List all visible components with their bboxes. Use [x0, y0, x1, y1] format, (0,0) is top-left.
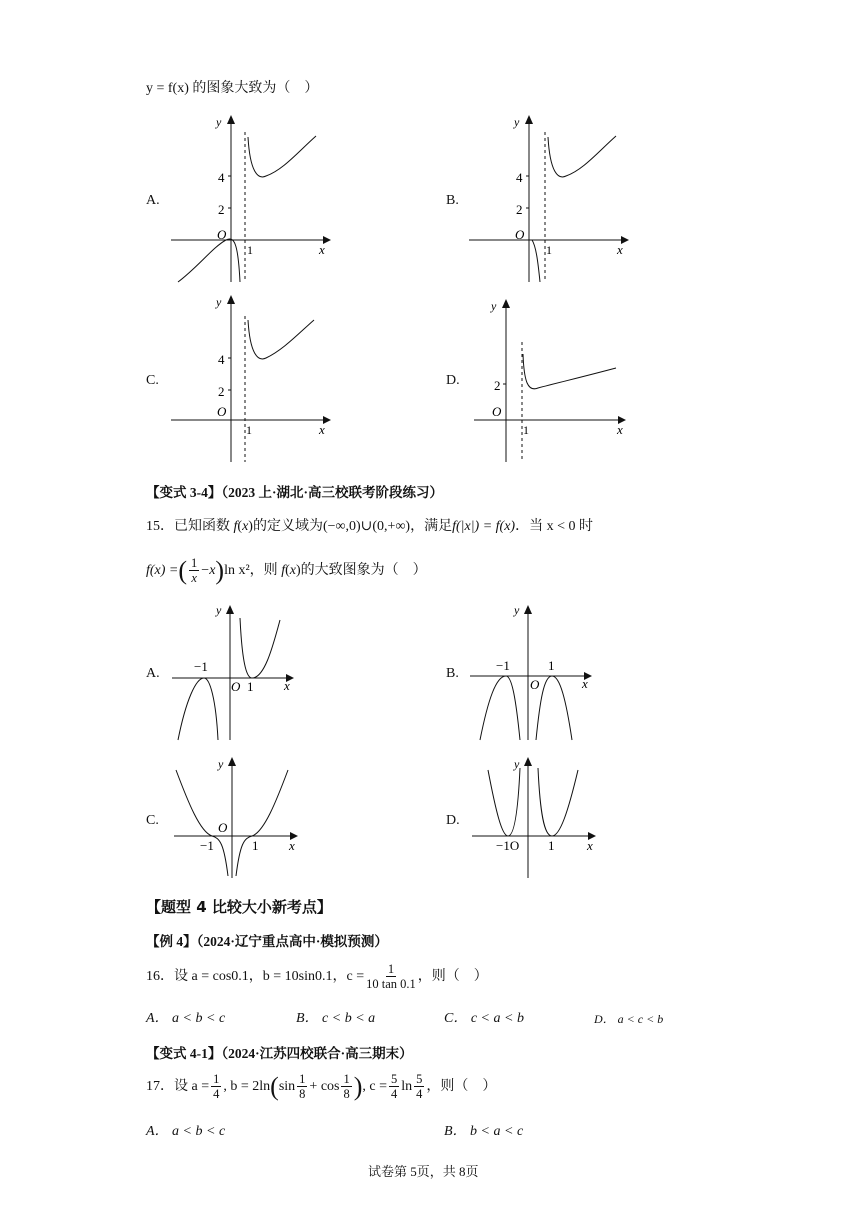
section-4-title: 【题型 4 比较大小新考点】 — [146, 898, 332, 916]
y-axis-label: y — [218, 757, 224, 771]
y-axis-label: y — [216, 115, 222, 129]
variant-3-4-header: 【变式 3-4】（2023 上·湖北·高三校联考阶段练习） — [146, 485, 443, 500]
q17-stem: 17．设 a = $\frac{1}{4}$ , b = 2ln ( sin $\frac{1}{8}$ + cos $\frac{1}{8}$ ) , c = $\frac{5}{4}$ ln $\frac{5}{4}$ ，则（ ） — [146, 1071, 497, 1101]
q16-frac-num: 1 — [387, 962, 395, 976]
q17-c: , c = — [362, 1078, 388, 1094]
origin-label: O — [218, 820, 228, 835]
q15-option-b-label: B. — [446, 666, 459, 681]
origin-label: O — [515, 227, 525, 242]
q16-stem-end: ，则（ ） — [417, 968, 488, 984]
q15-graph-c — [168, 752, 313, 882]
tick-4: 4 — [218, 352, 225, 367]
q14-graph-a — [168, 112, 338, 287]
page-footer: 试卷第 5页，共 8页 — [368, 1164, 479, 1179]
tick-2: 2 — [218, 384, 225, 399]
q15-line1-end: ．当 x < 0 时 — [515, 519, 593, 534]
q15-lhs: f(x) = — [146, 562, 179, 578]
x-axis-label: x — [289, 838, 295, 853]
q17-stem-lead: 17．设 a = — [146, 1078, 210, 1094]
label-1: 1 — [548, 658, 555, 673]
label-neg1: −1 — [200, 838, 214, 853]
tick-2: 2 — [218, 202, 225, 217]
variant-4-1-header: 【变式 4-1】（2024·江苏四校联合·高三期末） — [146, 1046, 413, 1061]
q16-option-d: D． a < c < b — [594, 1012, 664, 1026]
q16-option-a: A． a < b < c — [146, 1011, 226, 1026]
origin-label: O — [530, 677, 540, 692]
y-axis-label: y — [216, 603, 222, 617]
q16-option-c: C． c < a < b — [444, 1011, 524, 1026]
q15-cond-expr: f(|x|) = f(x) — [452, 519, 516, 534]
q14-graph-c — [168, 292, 338, 467]
q15-cond-lead: ，满足 — [410, 519, 453, 534]
mark-1: 1 — [546, 243, 552, 257]
q14-graph-d — [466, 292, 636, 467]
y-axis-label: y — [491, 299, 497, 313]
origin-label: O — [231, 679, 241, 694]
q17-option-a: A． a < b < c — [146, 1124, 226, 1139]
y-axis-label: y — [514, 603, 520, 617]
q15-option-a-label: A. — [146, 666, 160, 681]
q15-number: 15．已知函数 — [146, 519, 230, 534]
q15-domain: (−∞,0)∪(0,+∞) — [322, 519, 411, 534]
y-axis-label: y — [216, 295, 222, 309]
tick-4: 4 — [218, 170, 225, 185]
option-a-label: A. — [146, 193, 160, 208]
option-d-label: D. — [446, 373, 460, 388]
label-neg1-origin: −1O — [496, 838, 520, 853]
label-1: 1 — [252, 838, 259, 853]
y-axis-label: y — [514, 115, 520, 129]
x-axis-label: x — [617, 422, 623, 437]
q14-graph-b — [466, 112, 636, 287]
q15-line2-end: 的大致图象为（ ） — [300, 562, 427, 578]
example-4-header: 【例 4】（2024·辽宁重点高中·模拟预测） — [146, 934, 388, 949]
q15-line-2: f(x) = ( $\frac{1}{x}$ −x ) ln x²，则 f ( x ) 的大致图象为（ ） — [146, 555, 427, 585]
q16-option-b: B． c < b < a — [296, 1011, 376, 1026]
q14-tail: y = f(x) 的图象大致为（ ） — [146, 81, 319, 96]
x-axis-label: x — [284, 678, 290, 693]
y-axis-label: y — [514, 757, 520, 771]
q15-graph-b — [466, 600, 606, 745]
mark-1: 1 — [523, 423, 529, 437]
mark-1: 1 — [246, 423, 252, 437]
tick-4: 4 — [516, 170, 523, 185]
label-1: 1 — [247, 679, 254, 694]
x-axis-label: x — [582, 676, 588, 691]
q16-stem — [146, 962, 488, 991]
q15-rhs: ln x²，则 — [224, 562, 278, 578]
x-axis-label: x — [319, 242, 325, 257]
q15-graph-a — [168, 600, 308, 745]
q15-option-c-label: C. — [146, 813, 159, 828]
label-1: 1 — [548, 838, 555, 853]
tick-2: 2 — [516, 202, 523, 217]
origin-label: O — [217, 404, 227, 419]
label-neg1: −1 — [496, 658, 510, 673]
q16-stem-lead: 16．设 a = cos0.1，b = 10sin0.1，c = — [146, 968, 365, 984]
q17-option-b: B． b < a < c — [444, 1124, 524, 1139]
q16-frac-den: 10 tan 0.1 — [366, 977, 416, 991]
mark-1: 1 — [247, 243, 253, 257]
x-axis-label: x — [587, 838, 593, 853]
q15-domain-lead: 的定义域为 — [252, 519, 323, 534]
x-axis-label: x — [617, 242, 623, 257]
q17-stem-end: ，则（ ） — [426, 1078, 497, 1094]
option-b-label: B. — [446, 193, 459, 208]
origin-label: O — [492, 404, 502, 419]
tick-2: 2 — [494, 378, 501, 393]
q15-graph-d — [466, 752, 611, 882]
q15-option-d-label: D. — [446, 813, 460, 828]
origin-label: O — [217, 227, 227, 242]
label-neg1: −1 — [194, 659, 208, 674]
q15-line-1: 15．已知函数 f(x)的定义域为(−∞,0)∪(0,+∞)，满足f(|x|) = f(x)．当 x < 0 时 — [146, 519, 593, 534]
q17-b: , b = 2ln — [223, 1078, 271, 1094]
option-c-label: C. — [146, 373, 159, 388]
x-axis-label: x — [319, 422, 325, 437]
